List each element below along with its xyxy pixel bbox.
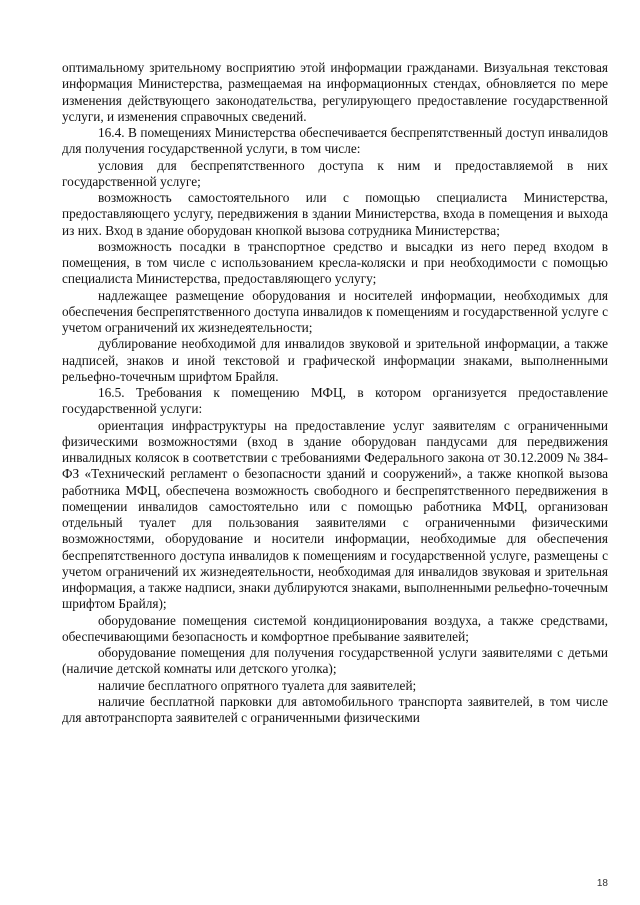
paragraph: надлежащее размещение оборудования и носителей информации, необходимых для обеспечения беспрепятственного доступа инвалидов к помещениям и государственной услуге с учетом ограничений их жизнедеятельности; bbox=[62, 287, 608, 335]
paragraph: возможность посадки в транспортное средство и высадки из него перед входом в помещения, в том числе с использованием кресла-коляски и при необходимости с помощью специалиста Министерства, предоставляющего услугу; bbox=[62, 238, 608, 287]
paragraph: дублирование необходимой для инвалидов звуковой и зрительной информации, а также надписей, знаков и иной текстовой и графической информации знаками, выполненными рельефно-точечным шрифтом Брайля. bbox=[62, 336, 608, 384]
page-number: 18 bbox=[596, 878, 608, 889]
paragraph: ориентация инфраструктуры на предоставление услуг заявителям с ограниченными физическими возможностями (вход в здание оборудован пандусами для передвижения инвалидных колясок в соответствии с требованиями Федерального закона от 30.12.2009 № 384-ФЗ «Технический регламент о безопасности зданий и сооружений», а также кнопкой вызова работника МФЦ, обеспечена возможность свободного и беспрепятственного передвижения в помещении инвалидов самостоятельно или с помощью работника МФЦ, организован отдельный туалет для пользования заявителями с ограниченными физическими возможностями, оборудование и носители информации, необходимые для обеспечения беспрепятственного доступа инвалидов к помещениям и государственной услуге, размещены с учетом ограничений их жизнедеятельности, необходимая для инвалидов звуковая и зрительная информация, а также надписи, знаки дублируются знаками, выполненными рельефно-точечным шрифтом Брайля); bbox=[62, 417, 608, 612]
paragraph: оборудование помещения системой кондиционирования воздуха, а также средствами, обеспечивающими безопасность и комфортное пребывание заявителей; bbox=[62, 612, 608, 644]
paragraph: оборудование помещения для получения государственной услуги заявителями с детьми (наличие детской комнаты или детского уголка); bbox=[62, 645, 608, 677]
document-body bbox=[62, 60, 608, 726]
paragraph: 16.4. В помещениях Министерства обеспечивается беспрепятственный доступ инвалидов для получения государственной услуги, в том числе: bbox=[62, 125, 608, 157]
paragraph: наличие бесплатной парковки для автомобильного транспорта заявителей, в том числе для автотранспорта заявителей с ограниченными физическими bbox=[62, 693, 608, 725]
paragraph: условия для беспрепятственного доступа к ним и предоставляемой в них государственной услуге; bbox=[62, 157, 608, 189]
paragraph: 16.5. Требования к помещению МФЦ, в котором организуется предоставление государственной услуги: bbox=[62, 385, 608, 417]
paragraph: оптимальному зрительному восприятию этой информации гражданами. Визуальная текстовая информация Министерства, размещаемая на информационных стендах, обновляется по мере изменения действующего законодательства, регулирующего предоставление государственной услуги, и изменения справочных сведений. bbox=[62, 60, 608, 124]
paragraph: наличие бесплатного опрятного туалета для заявителей; bbox=[98, 677, 417, 693]
paragraph: возможность самостоятельного или с помощью специалиста Министерства, предоставляющего услугу, передвижения в здании Министерства, входа в помещения и выхода из них. Вход в здание оборудован кнопкой вызова сотрудника Министерства; bbox=[62, 190, 608, 238]
